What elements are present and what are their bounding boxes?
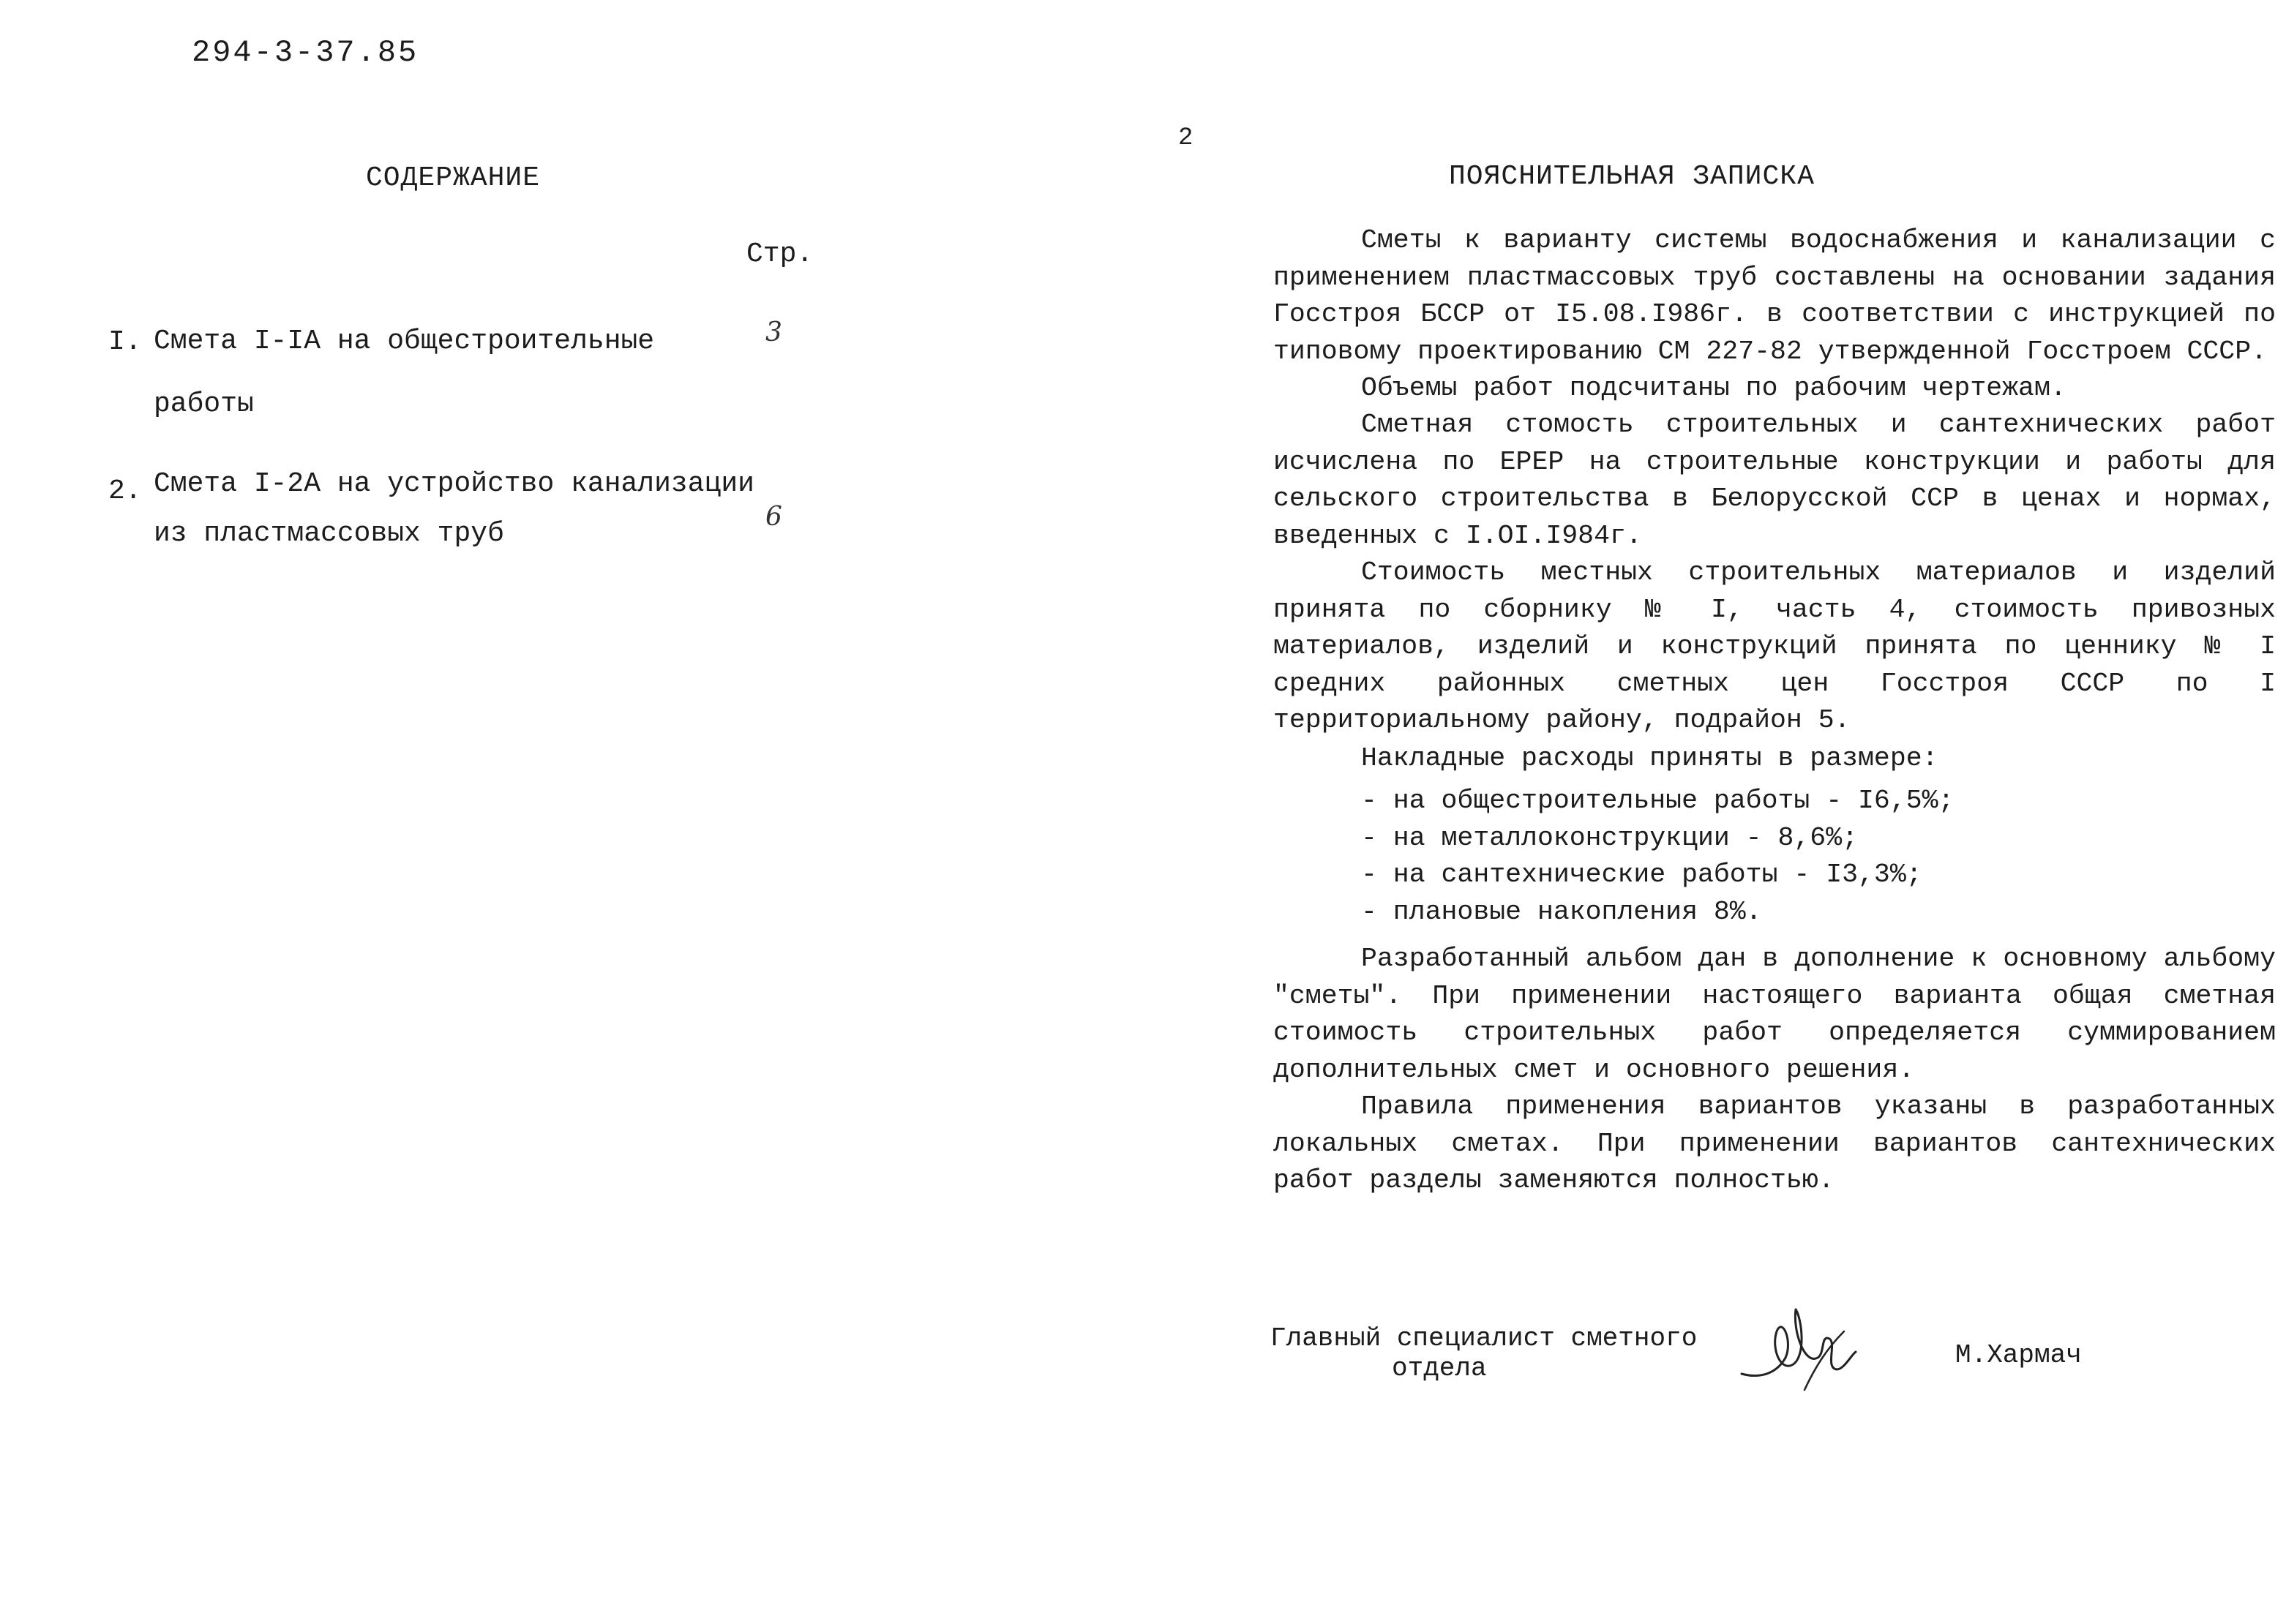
note-paragraph: Сметы к варианту системы водоснабжения и канализации с применением пластмассовых труб составлены на основании задания Госстроя БССР от I5.08.I986г. в соответствии с инструкцией по типовому проектированию СМ 227-82 утвержденной Госстроем СССР. bbox=[1273, 225, 2276, 366]
overhead-item: - на общестроительные работы - I6,5%; bbox=[1361, 786, 1955, 816]
note-paragraph: Стоимость местных строительных материалов и изделий принята по сборнику № I, часть 4, стоимость привозных материалов, изделий и конструкций принята по ценнику № I средних районных сметных цен Госстроя СССР по I территориальному району, подрайон 5. bbox=[1273, 557, 2276, 735]
toc-item-page: 6 bbox=[765, 502, 782, 532]
toc-item-line: Смета I-2A на устройство канализации bbox=[154, 468, 754, 500]
toc-item-title bbox=[154, 310, 654, 436]
note-paragraph: Правила применения вариантов указаны в разработанных локальных сметах. При применении вариантов сантехнических работ разделы заменяются полностью. bbox=[1273, 1091, 2276, 1195]
signatory-role: Главный специалист сметного bbox=[1270, 1323, 1698, 1353]
toc-item-number: I. bbox=[108, 326, 142, 358]
signatory-name: М.Хармач bbox=[1955, 1340, 2082, 1370]
toc-item-line: работы bbox=[154, 388, 254, 420]
overhead-item: - плановые накопления 8%. bbox=[1361, 896, 1762, 927]
toc-item-line: Смета I-IA на общестроительные bbox=[154, 326, 655, 357]
toc-page-column-label: Стр. bbox=[746, 238, 814, 270]
note-paragraph: Сметная стомость строительных и сантехнических работ исчислена по ЕРЕР на строительные конструкции и работы для сельского строительства в Белорусской ССР в ценах и нормах, введенных с I.OI.I984г. bbox=[1273, 410, 2276, 551]
handwritten-signature bbox=[1734, 1287, 1859, 1397]
toc-item-title bbox=[154, 459, 754, 559]
note-paragraph: Объемы работ подсчитаны по рабочим чертежам. bbox=[1361, 373, 2066, 403]
overhead-item: - на металлоконструкции - 8,6%; bbox=[1361, 822, 1859, 853]
toc-item-line: из пластмассовых труб bbox=[154, 518, 504, 549]
explanatory-note-title: ПОЯСНИТЕЛЬНАЯ ЗАПИСКА bbox=[1449, 161, 1815, 192]
signatory-role-continued: отдела bbox=[1392, 1353, 1487, 1383]
note-paragraph: Разработанный альбом дан в дополнение к основному альбому "сметы". При применении настоящего варианта общая сметная стоимость строительных работ определяется суммированием дополнительных смет и основного решения. bbox=[1273, 944, 2276, 1085]
overhead-list bbox=[1361, 783, 1954, 931]
toc-title: СОДЕРЖАНИЕ bbox=[366, 162, 541, 194]
overhead-item: - на сантехнические работы - I3,3%; bbox=[1361, 860, 1922, 890]
toc-item-number: 2. bbox=[108, 475, 142, 507]
page-number: 2 bbox=[1178, 124, 1193, 152]
toc-item-page: 3 bbox=[765, 317, 782, 347]
document-code: 294-3-37.85 bbox=[192, 35, 419, 70]
overhead-intro: Накладные расходы приняты в размере: bbox=[1361, 743, 1938, 773]
